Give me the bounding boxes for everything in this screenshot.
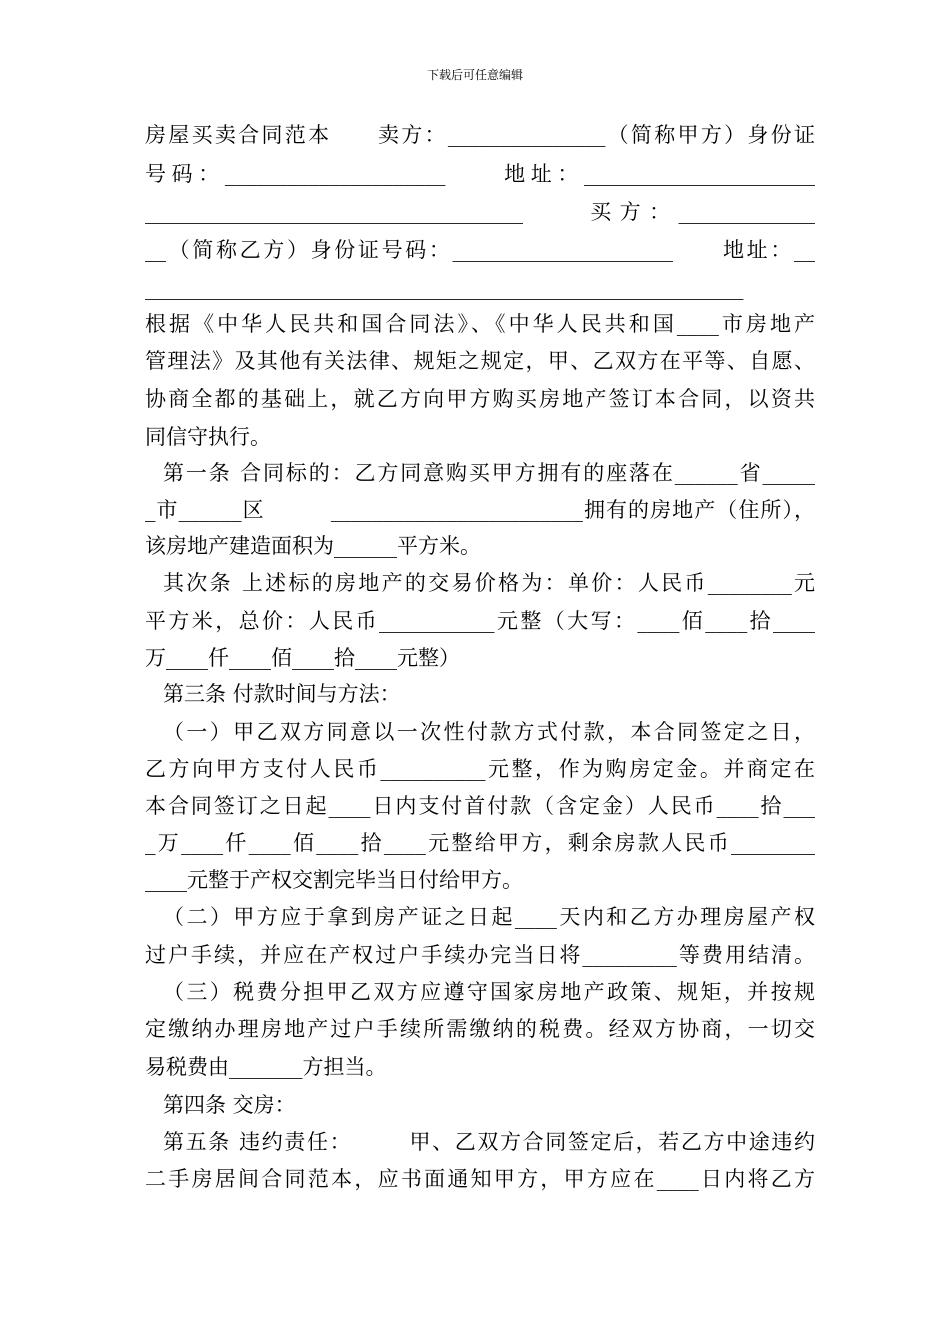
text-line: （一）甲乙双方同意以一次性付款方式付款，本合同签定之日， (163, 720, 815, 744)
text-line: 定缴纳办理房地产过户手续所需缴纳的税费。经双方协商，一切交 (145, 1017, 815, 1041)
text-line: 过户手续，并应在产权过户手续办完当日将_________等费用结清。 (145, 943, 815, 967)
text-line: 二手房居间合同范本，应书面通知甲方，甲方应在____日内将乙方 (145, 1167, 815, 1191)
text-line: 第四条 交房： (163, 1093, 296, 1117)
text-line: 其次条 上述标的房地产的交易价格为：单价：人民币________元 (163, 571, 815, 595)
text-line: 乙方向甲方支付人民币__________元整，作为购房定金。并商定在 (145, 757, 815, 781)
text-line: 该房地产建造面积为______平方米。 (145, 534, 481, 558)
text-line: 协商全都的基础上，就乙方向甲方购买房地产签订本合同，以资共 (145, 387, 815, 411)
text-line: _市______区 ________________________拥有的房地产（住所）， (145, 498, 815, 522)
text-line: 本合同签订之日起____日内支付首付款（含定金）人民币____拾___ (145, 794, 815, 818)
text-line: 根据《中华人民共和国合同法》、《中华人民共和国____市房地产 (145, 312, 815, 336)
page-header: 下载后可任意编辑 (426, 68, 523, 82)
text-line: 易税费由_______方担当。 (145, 1055, 387, 1079)
text-line: _________________________________________________________ (145, 276, 744, 300)
text-line: 平方米，总价：人民币___________元整（大写：____佰____拾____ (145, 609, 815, 633)
text-line: 第三条 付款时间与方法： (163, 682, 401, 706)
text-line: _万____仟____佰____拾____元整给甲方，剩余房款人民币________ (145, 831, 815, 855)
text-line: 同信守执行。 (145, 425, 271, 449)
text-line: 第五条 违约责任： 甲、乙双方合同签定后，若乙方中途违约 (163, 1130, 815, 1154)
text-line: 号码：_____________________ 地址：______________________ (145, 162, 815, 186)
text-line: 管理法》及其他有关法律、规矩之规定，甲、乙双方在平等、自愿、 (145, 349, 815, 373)
text-line: ____________________________________ 买方：_____________ (145, 200, 815, 224)
text-line: 万____仟____佰____拾____元整） (145, 646, 460, 670)
text-line: （二）甲方应于拿到房产证之日起____天内和乙方办理房屋产权 (163, 905, 815, 929)
text-line: （三）税费分担甲乙双方应遵守国家房地产政策、规矩，并按规 (163, 980, 815, 1004)
text-line: __（简称乙方）身份证号码：_____________________ 地址：__ (145, 238, 815, 262)
text-line: 房屋买卖合同范本 卖方：_______________（简称甲方）身份证 (145, 123, 815, 147)
text-line: 第一条 合同标的：乙方同意购买甲方拥有的座落在______省_____ (163, 461, 815, 485)
text-line: ____元整于产权交割完毕当日付给甲方。 (145, 868, 523, 892)
